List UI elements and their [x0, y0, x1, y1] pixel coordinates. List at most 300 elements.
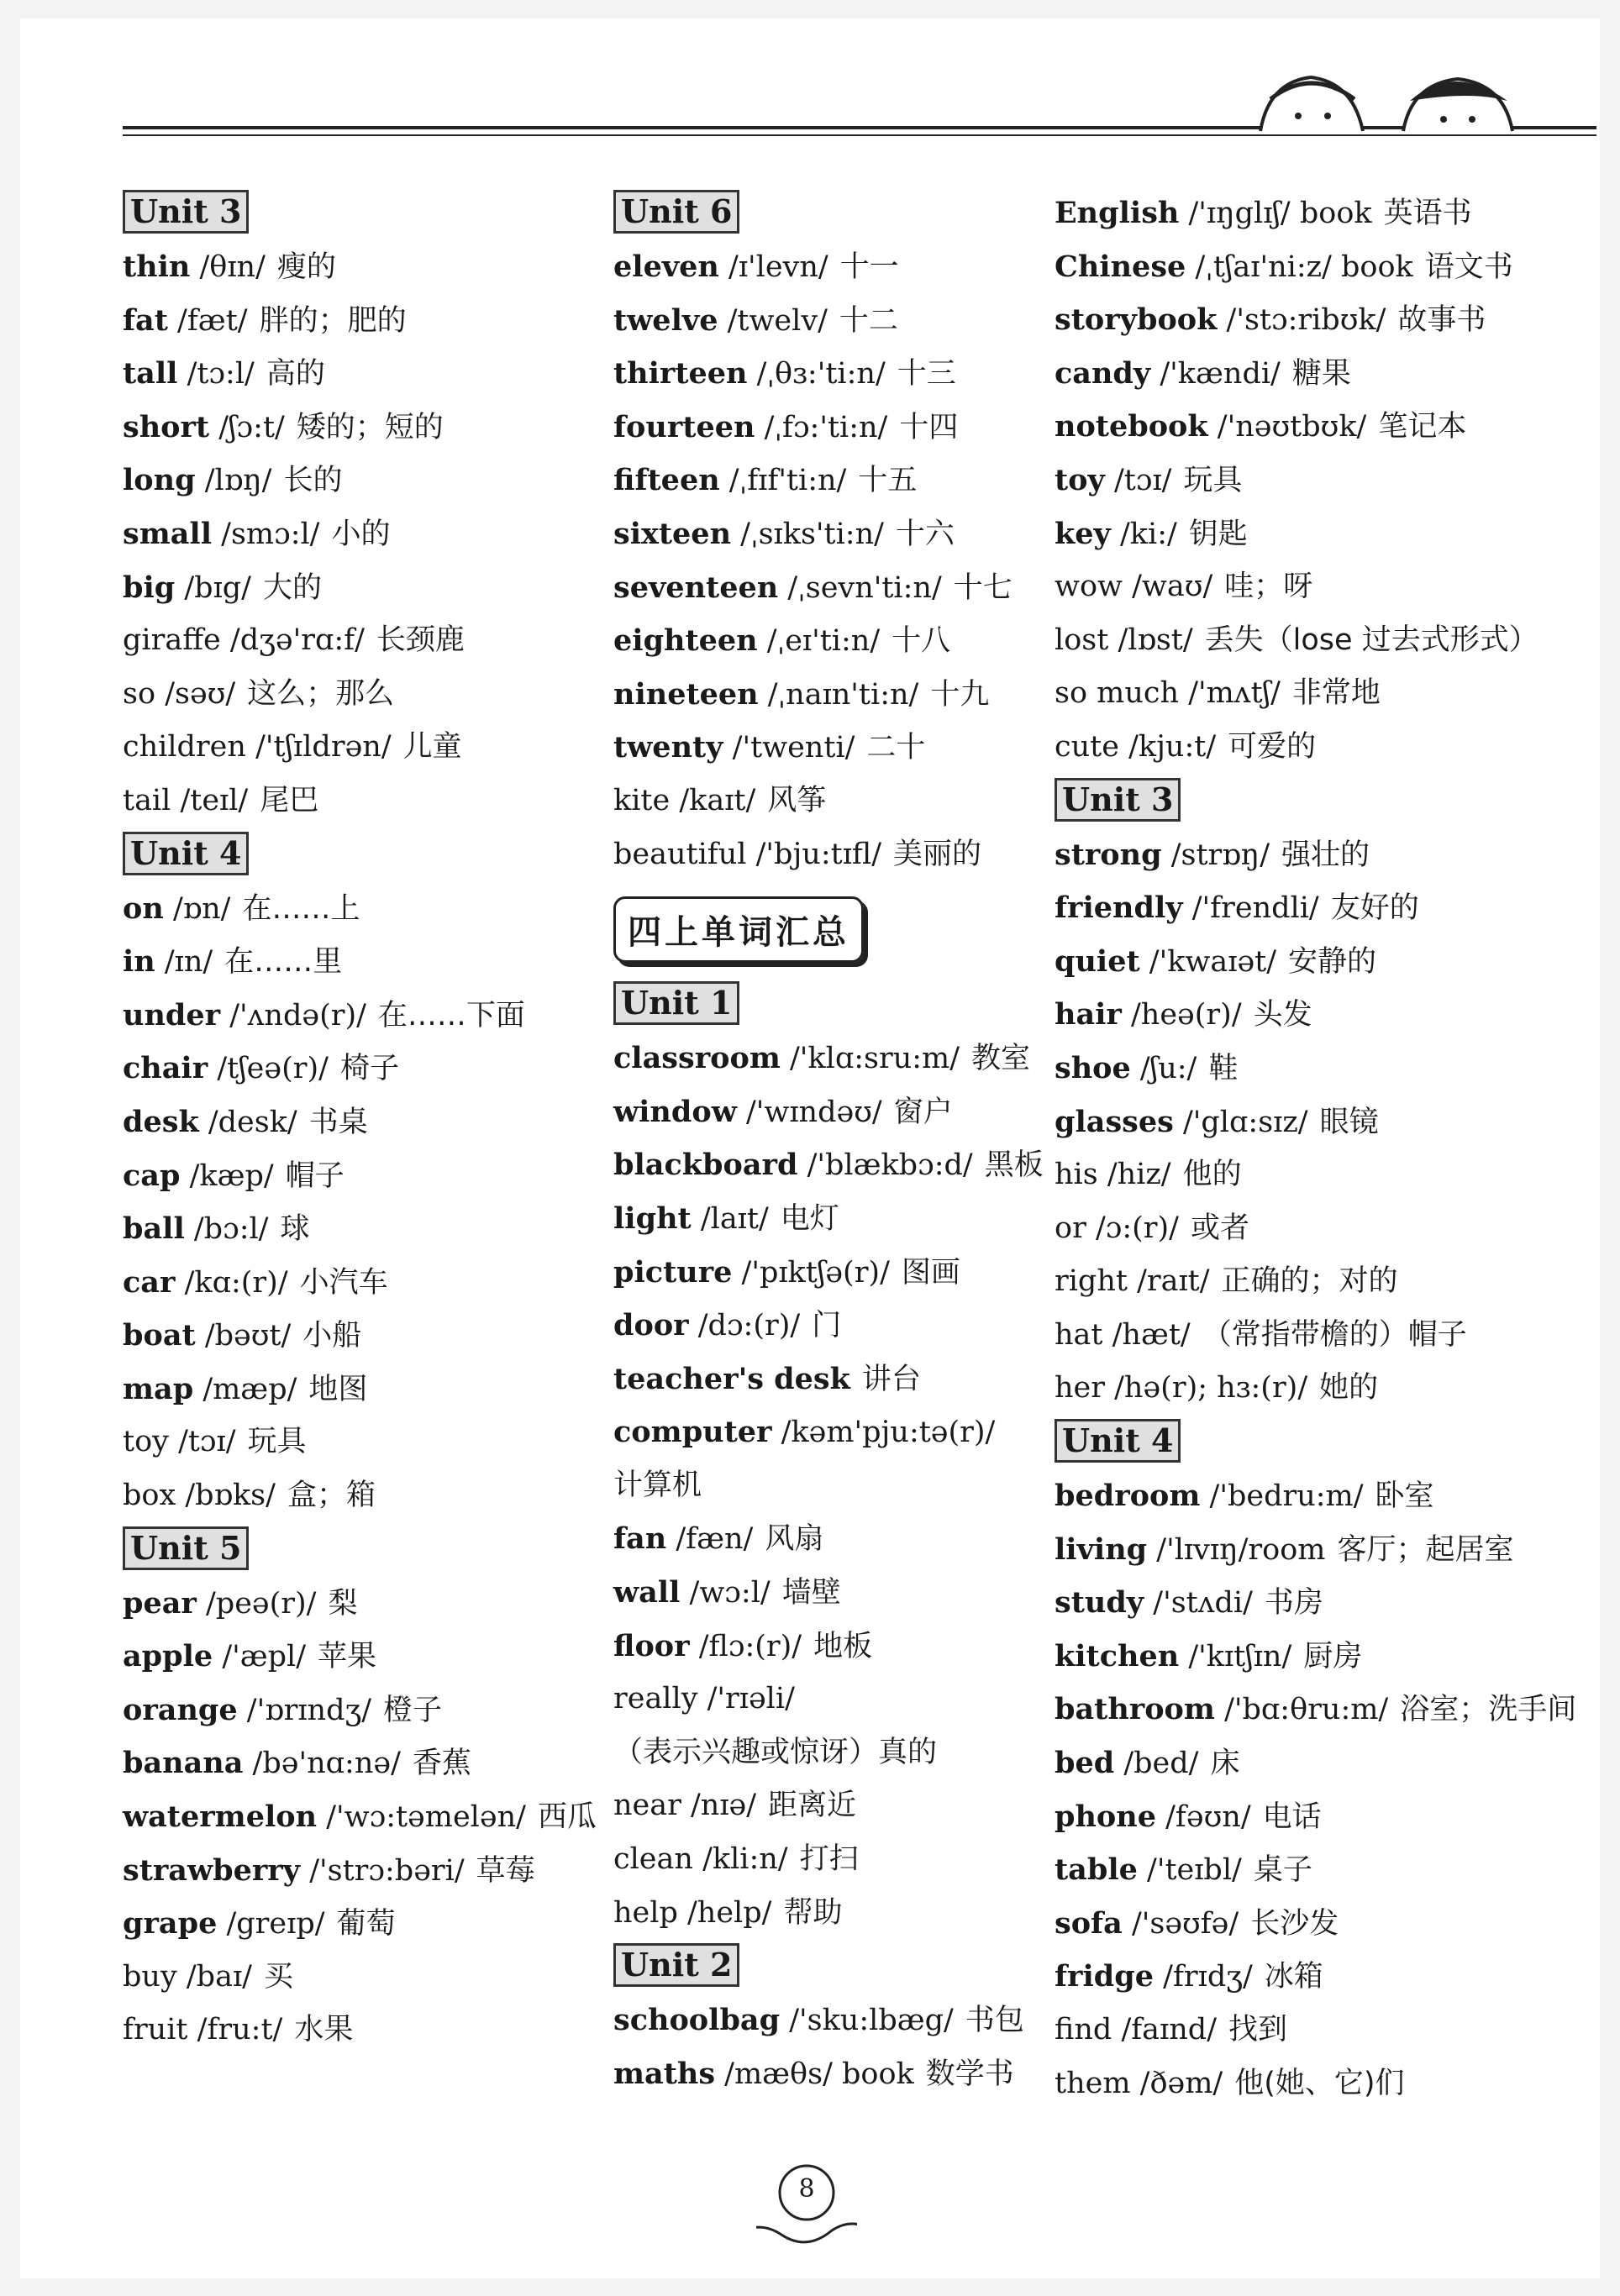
- vocab-word: them: [1055, 2066, 1131, 2100]
- vocab-phonetic: /'frendli/: [1191, 891, 1319, 926]
- vocab-entry: [1055, 828, 1609, 882]
- vocab-entry: [123, 1630, 593, 1684]
- vocab-entry: [123, 1256, 593, 1310]
- vocab-word: living: [1055, 1532, 1148, 1567]
- vocab-entry: [123, 1416, 593, 1469]
- vocab-meaning: 在……里: [224, 945, 343, 980]
- vocab-word: fridge: [1055, 1959, 1155, 1994]
- vocab-phonetic: /ɪn/: [164, 945, 213, 980]
- vocab-word: sofa: [1055, 1905, 1123, 1941]
- vocab-phonetic: /baɪ/: [186, 1959, 252, 1994]
- vocab-word: strong: [1055, 837, 1162, 872]
- vocab-entry: [613, 1779, 1050, 1833]
- vocab-word: cute: [1055, 729, 1119, 764]
- vocab-entry: [613, 1405, 1050, 1459]
- vocab-meaning: 这么；那么: [247, 676, 395, 711]
- vocab-word: kitchen: [1055, 1638, 1180, 1673]
- vocab-phonetic: /raɪt/: [1137, 1264, 1210, 1299]
- vocab-meaning: 风扇: [765, 1522, 824, 1557]
- vocab-meaning: 他的: [1182, 1158, 1242, 1192]
- vocab-entry: [613, 1673, 1050, 1726]
- page-number-ornament: [756, 2159, 857, 2260]
- vocab-meaning: 十八: [892, 624, 951, 659]
- vocab-entry: [123, 401, 593, 454]
- vocab-word: candy: [1055, 355, 1151, 391]
- vocab-word: short: [123, 409, 210, 444]
- vocab-meaning: 桌子: [1253, 1853, 1312, 1888]
- vocab-word: seventeen: [613, 570, 779, 605]
- vocab-phonetic: /ki:/: [1120, 517, 1177, 551]
- vocab-entry: [1055, 1736, 1609, 1790]
- vocab-meaning: 葡萄: [336, 1907, 396, 1941]
- vocab-entry: [613, 1620, 1050, 1673]
- vocab-phonetic: /bəʊt/: [204, 1319, 292, 1353]
- vocab-word: hat: [1055, 1317, 1103, 1352]
- vocab-phonetic: /lɒst/: [1118, 623, 1193, 657]
- vocab-meaning: 梨: [328, 1586, 358, 1621]
- vocab-entry: [613, 1032, 1050, 1085]
- vocab-meaning: 距离近: [768, 1789, 857, 1823]
- vocab-word: fourteen: [613, 409, 755, 444]
- vocab-phonetic: /peə(r)/: [206, 1586, 317, 1621]
- vocab-word: near: [613, 1789, 681, 1823]
- vocab-meaning: 十五: [858, 464, 918, 498]
- vocab-entry: [123, 935, 593, 989]
- vocab-entry: [613, 507, 1050, 561]
- unit-heading: Unit 3: [123, 190, 249, 234]
- vocab-word: clean: [613, 1842, 693, 1877]
- vocab-word: eighteen: [613, 623, 758, 659]
- vocab-meaning: 十六: [895, 517, 955, 551]
- vocab-phonetic: /'nəʊtbʊk/: [1217, 410, 1367, 444]
- vocab-meaning: 眼镜: [1319, 1105, 1379, 1139]
- vocab-word: fat: [123, 302, 168, 338]
- unit-heading: Unit 6: [613, 190, 739, 234]
- vocab-meaning: 十九: [930, 677, 990, 712]
- vocab-word: under: [123, 997, 221, 1032]
- header-rule-thin: [123, 134, 1596, 136]
- vocab-phonetic: /'stɔ:ribʊk/: [1226, 303, 1386, 338]
- vocab-phonetic: /kli:n/: [702, 1842, 788, 1877]
- vocab-word: banana: [123, 1746, 244, 1781]
- vocab-phonetic: /ðəm/: [1139, 2066, 1223, 2100]
- unit-heading: Unit 1: [613, 981, 739, 1025]
- vocab-entry: [123, 668, 593, 722]
- vocab-phonetic: /ˌsevn'ti:n/: [787, 570, 942, 605]
- vocab-entry: [613, 1994, 1050, 2047]
- vocab-phonetic: /hiz/: [1107, 1158, 1171, 1192]
- vocab-word: sixteen: [613, 516, 732, 551]
- vocab-phonetic: /ˌθɜ:'ti:n/: [756, 357, 886, 391]
- vocab-word: thin: [123, 250, 191, 284]
- vocab-word: apple: [123, 1639, 213, 1674]
- vocab-entry: [123, 1469, 593, 1523]
- vocab-meaning: 英语书: [1383, 197, 1472, 230]
- vocab-word: desk: [123, 1104, 199, 1139]
- vocab-word: map: [123, 1371, 194, 1406]
- vocab-entry: [1055, 293, 1609, 347]
- unit-heading: Unit 2: [613, 1943, 739, 1987]
- vocab-word: lost: [1055, 623, 1109, 657]
- vocab-word: wall: [613, 1575, 681, 1610]
- vocab-entry: [123, 1202, 593, 1256]
- vocab-entry: [123, 561, 593, 615]
- vocab-entry: [123, 1897, 593, 1951]
- vocab-phonetic: /'teɪbl/: [1147, 1853, 1242, 1888]
- vocab-word: his: [1055, 1158, 1098, 1192]
- vocab-phonetic: /'səʊfə/: [1131, 1906, 1239, 1941]
- vocab-word: picture: [613, 1254, 733, 1290]
- vocab-word: wow: [1055, 570, 1123, 604]
- vocab-phonetic: /wɔ:l/: [689, 1576, 771, 1610]
- vocab-word: toy: [1055, 462, 1105, 497]
- vocab-entry: [123, 2004, 593, 2057]
- vocab-word: so much: [1055, 676, 1180, 711]
- vocab-meaning: 儿童: [402, 730, 462, 764]
- vocab-entry: [1055, 560, 1609, 614]
- vocab-phonetic: /'kɪtʃɪn/: [1188, 1639, 1292, 1673]
- vocab-entry: [1055, 454, 1609, 507]
- vocab-meaning: 故事书: [1397, 303, 1486, 338]
- vocab-entry: [123, 1684, 593, 1737]
- vocab-phonetic: /'mʌtʃ/: [1188, 676, 1281, 711]
- vocab-phonetic: /ˌnaɪn'ti:n/: [767, 677, 919, 712]
- vocab-word: her: [1055, 1371, 1105, 1405]
- vocab-phonetic: /smɔ:l/: [221, 517, 320, 551]
- vocab-word: pear: [123, 1585, 197, 1621]
- vocab-phonetic: /nɪə/: [691, 1789, 757, 1823]
- vocab-entry: [613, 347, 1050, 401]
- vocab-entry: [1055, 187, 1609, 240]
- vocab-entry: [613, 401, 1050, 454]
- vocab-entry: [1055, 1683, 1609, 1736]
- vocab-entry: [1055, 1042, 1609, 1095]
- column-3: [1055, 187, 1609, 2110]
- vocab-phonetic: /ˌeɪ'ti:n/: [766, 624, 881, 659]
- vocab-phonetic: /fæt/: [177, 303, 248, 338]
- vocab-entry: [123, 989, 593, 1043]
- vocab-entry: [613, 1566, 1050, 1620]
- vocab-meaning: 她的: [1319, 1371, 1379, 1405]
- vocab-phonetic: /mæθs/ book: [724, 2057, 914, 2091]
- vocab-word: floor: [613, 1628, 690, 1663]
- vocab-word: long: [123, 463, 196, 498]
- vocab-phonetic: /greɪp/: [226, 1907, 325, 1941]
- vocab-word: or: [1055, 1211, 1086, 1245]
- vocab-entry: [123, 1736, 593, 1790]
- vocab-meaning: 椅子: [339, 1052, 399, 1086]
- vocab-entry: [1055, 2004, 1609, 2057]
- vocab-phonetic: /fæn/: [676, 1522, 754, 1557]
- vocab-phonetic: /fru:t/: [197, 2013, 283, 2047]
- vocab-entry: [613, 1726, 1050, 1780]
- vocab-word: orange: [123, 1692, 238, 1727]
- vocab-meaning: 头发: [1253, 998, 1312, 1032]
- vocab-meaning: 玩具: [247, 1425, 307, 1459]
- vocab-entry: [123, 614, 593, 668]
- vocab-meaning: 小汽车: [299, 1265, 388, 1300]
- vocab-phonetic: /səʊ/: [165, 676, 236, 711]
- vocab-entry: [1055, 988, 1609, 1042]
- vocab-phonetic: /ʃɔ:t/: [218, 410, 285, 444]
- vocab-word: glasses: [1055, 1104, 1174, 1139]
- vocab-meaning: 十二: [839, 303, 898, 338]
- vocab-entry: [613, 1887, 1050, 1941]
- vocab-meaning: 浴室；洗手间: [1400, 1693, 1577, 1727]
- vocab-phonetic: /'bju:tɪfl/: [755, 837, 882, 871]
- vocab-word: in: [123, 944, 155, 980]
- vocab-entry: [613, 775, 1050, 828]
- vocab-meaning: 玩具: [1183, 463, 1243, 497]
- vocab-meaning: 电话: [1262, 1799, 1322, 1834]
- vocab-meaning: 橙子: [383, 1693, 443, 1727]
- vocab-entry: [613, 614, 1050, 668]
- vocab-entry: [1055, 935, 1609, 989]
- vocab-meaning: 厨房: [1303, 1639, 1363, 1673]
- vocab-meaning: 十一: [839, 250, 899, 284]
- vocab-word: Chinese: [1055, 249, 1186, 284]
- vocab-meaning: 球: [280, 1212, 310, 1247]
- vocab-entry: [613, 1353, 1050, 1406]
- vocab-word: teacher's desk: [613, 1361, 850, 1396]
- vocab-word: table: [1055, 1852, 1138, 1888]
- vocab-word: kite: [613, 783, 671, 817]
- vocab-word: study: [1055, 1585, 1144, 1621]
- vocab-meaning: （常指带檐的）帽子: [1202, 1317, 1467, 1352]
- vocab-word: toy: [123, 1425, 169, 1459]
- column-2: [613, 187, 1050, 2100]
- vocab-entry: [613, 1299, 1050, 1353]
- vocab-word: blackboard: [613, 1148, 798, 1183]
- vocab-meaning: 钥匙: [1188, 517, 1248, 551]
- vocab-meaning: 在……上: [242, 891, 360, 926]
- vocab-entry: [123, 507, 593, 561]
- vocab-phonetic: /'wɪndəʊ/: [745, 1095, 882, 1129]
- vocab-meaning: 水果: [294, 2013, 354, 2047]
- vocab-phonetic: /laɪt/: [700, 1201, 769, 1236]
- page-number: 8: [798, 2174, 815, 2204]
- vocab-phonetic: /'bɑ:θru:m/: [1224, 1693, 1389, 1727]
- section-title: 四上单词汇总: [613, 896, 864, 963]
- vocab-entry: [1055, 1255, 1609, 1309]
- column-1: [123, 187, 597, 2057]
- vocab-meaning: 数学书: [925, 2057, 1014, 2091]
- vocab-meaning: 友好的: [1330, 891, 1419, 926]
- vocab-entry: [613, 1246, 1050, 1300]
- vocab-phonetic: /bɒks/: [185, 1479, 276, 1513]
- vocab-phonetic: /fəʊn/: [1165, 1799, 1251, 1834]
- vocab-phonetic: /ˌfɔ:'ti:n/: [764, 410, 888, 444]
- vocab-entry: [123, 240, 593, 294]
- vocab-word: fifteen: [613, 463, 720, 498]
- vocab-entry: [613, 1512, 1050, 1566]
- vocab-word: English: [1055, 196, 1180, 230]
- vocab-entry: [123, 1095, 593, 1149]
- vocab-entry: [1055, 1523, 1609, 1577]
- vocab-entry: [613, 240, 1050, 294]
- vocab-entry: [1055, 240, 1609, 294]
- vocab-meaning: 强壮的: [1281, 838, 1370, 872]
- vocab-phonetic: /ʃu:/: [1139, 1051, 1197, 1085]
- vocab-entry: [123, 1790, 597, 1844]
- vocab-meaning: 电灯: [780, 1201, 839, 1236]
- vocab-word: window: [613, 1094, 737, 1129]
- vocab-meaning: 买: [263, 1959, 293, 1994]
- vocab-word: car: [123, 1264, 176, 1300]
- vocab-word: buy: [123, 1959, 177, 1994]
- vocab-entry: [1055, 347, 1609, 401]
- vocab-word: bathroom: [1055, 1692, 1215, 1727]
- vocab-entry: [1055, 2057, 1609, 2111]
- vocab-phonetic: /'lɪvɪŋ/room: [1156, 1532, 1326, 1567]
- vocab-entry: [613, 1138, 1050, 1192]
- vocab-entry: [123, 721, 593, 775]
- vocab-word: storybook: [1055, 302, 1218, 338]
- vocab-entry: [613, 668, 1050, 722]
- vocab-meaning: 打扫: [799, 1842, 859, 1877]
- vocab-word: bed: [1055, 1746, 1115, 1781]
- vocab-phonetic: /faɪnd/: [1121, 2013, 1217, 2046]
- vocab-entry: [1055, 1843, 1609, 1897]
- vocab-entry: [1055, 1576, 1609, 1630]
- vocab-phonetic: /heə(r)/: [1131, 998, 1242, 1032]
- vocab-entry: [1055, 1897, 1609, 1951]
- vocab-entry: [613, 721, 1050, 775]
- vocab-meaning: 高的: [266, 357, 325, 391]
- vocab-phonetic: /kɑ:(r)/: [184, 1265, 288, 1300]
- vocab-meaning: 卧室: [1375, 1479, 1434, 1514]
- vocab-meaning: 讲台: [861, 1362, 921, 1396]
- vocab-phonetic: /bɔ:l/: [193, 1212, 269, 1247]
- vocab-word: small: [123, 516, 213, 551]
- vocab-phonetic: /'tʃɪldrən/: [255, 730, 392, 764]
- vocab-meaning: 胖的；肥的: [259, 303, 407, 338]
- vocab-meaning: 西瓜: [537, 1800, 597, 1835]
- vocab-word: find: [1055, 2013, 1112, 2046]
- vocab-meaning: 非常地: [1291, 676, 1381, 711]
- vocab-meaning: 苹果: [318, 1640, 377, 1674]
- vocab-entry: [1055, 667, 1609, 721]
- vocab-phonetic: /kaɪt/: [679, 783, 756, 817]
- vocab-meaning: 鞋: [1208, 1051, 1239, 1085]
- vocab-phonetic: /lɒŋ/: [204, 464, 272, 498]
- vocab-word: tail: [123, 783, 171, 817]
- vocab-entry: [613, 294, 1050, 348]
- vocab-phonetic: /ɔ:(r)/: [1095, 1211, 1179, 1245]
- vocab-entry: [1055, 1309, 1609, 1363]
- vocab-phonetic: /kju:t/: [1128, 729, 1217, 764]
- vocab-meaning: 地板: [813, 1629, 873, 1663]
- vocab-word: door: [613, 1308, 689, 1343]
- vocab-meaning: 盒；箱: [287, 1479, 376, 1513]
- vocab-meaning: 长颈鹿: [376, 623, 465, 658]
- vocab-word: computer: [613, 1415, 772, 1450]
- vocab-meaning: 客厅；起居室: [1337, 1532, 1514, 1567]
- vocab-phonetic: /'ʌndə(r)/: [229, 998, 366, 1032]
- vocab-phonetic: /waʊ/: [1132, 570, 1213, 604]
- vocab-phonetic: /'glɑ:sɪz/: [1182, 1105, 1308, 1139]
- vocab-meaning: 安静的: [1288, 944, 1377, 979]
- unit-heading: Unit 4: [123, 832, 249, 875]
- vocab-meaning: 帽子: [285, 1159, 345, 1193]
- vocab-meaning: 语文书: [1424, 250, 1513, 284]
- vocab-phonetic: /teɪl/: [180, 783, 249, 817]
- vocab-phonetic: /'ɒrɪndʒ/: [246, 1693, 372, 1727]
- vocab-entry: [613, 1459, 1050, 1513]
- vocab-entry: [123, 1309, 593, 1363]
- vocab-entry: [1055, 614, 1609, 668]
- vocab-meaning: 小船: [302, 1319, 362, 1353]
- vocab-meaning: 小的: [331, 517, 391, 551]
- vocab-phonetic: /'rɪəli/: [707, 1682, 795, 1716]
- vocab-word: fan: [613, 1521, 667, 1557]
- vocab-word: quiet: [1055, 943, 1140, 979]
- vocab-entry: [613, 561, 1050, 615]
- vocab-meaning: 二十: [866, 731, 926, 765]
- vocab-phonetic: /'klɑ:sru:m/: [790, 1042, 960, 1076]
- vocab-word: on: [123, 891, 164, 926]
- vocab-word: tall: [123, 356, 178, 391]
- vocab-phonetic: /ɒn/: [172, 891, 231, 926]
- vocab-entry: [123, 1363, 593, 1416]
- unit-heading: Unit 4: [1055, 1419, 1181, 1463]
- vocab-word: maths: [613, 2056, 716, 2091]
- vocab-phonetic: /tɔ:l/: [187, 357, 255, 391]
- vocab-entry: [123, 454, 593, 507]
- vocab-meaning: 十七: [953, 570, 1012, 605]
- vocab-meaning: 丢失（lose 过去式形式）: [1204, 623, 1538, 657]
- vocab-phonetic: /bɪg/: [184, 570, 251, 605]
- vocab-entry: [1055, 1469, 1609, 1523]
- vocab-word: key: [1055, 516, 1111, 551]
- vocab-phonetic: /kæp/: [189, 1159, 274, 1193]
- vocab-phonetic: /desk/: [208, 1105, 297, 1139]
- vocab-phonetic: /'æpl/: [222, 1640, 307, 1674]
- vocab-meaning: 草莓: [476, 1853, 535, 1888]
- vocab-entry: [1055, 1095, 1609, 1149]
- vocab-entry: [123, 775, 593, 828]
- vocab-meaning: 正确的；对的: [1221, 1264, 1398, 1299]
- vocab-phonetic: /tʃeə(r)/: [217, 1052, 329, 1086]
- vocab-word: giraffe: [123, 623, 221, 658]
- vocab-meaning: 在……下面: [377, 998, 525, 1032]
- vocab-phonetic: /ˌfɪf'ti:n/: [728, 464, 847, 498]
- vocab-entry: [613, 2047, 1050, 2101]
- vocab-phonetic: /mæp/: [202, 1372, 297, 1406]
- vocab-entry: [1055, 1630, 1609, 1684]
- kids-heads-illustration: [1252, 66, 1538, 133]
- vocab-phonetic: /tɔɪ/: [1114, 463, 1172, 497]
- vocab-word: bedroom: [1055, 1479, 1201, 1514]
- vocab-entry: [1055, 721, 1609, 775]
- vocab-meaning: 糖果: [1291, 356, 1351, 391]
- vocab-meaning: 黑板: [984, 1148, 1044, 1183]
- vocab-entry: [123, 1577, 593, 1631]
- unit-heading: Unit 5: [123, 1526, 249, 1570]
- vocab-meaning: 或者: [1190, 1211, 1249, 1245]
- vocab-meaning: 美丽的: [893, 837, 982, 871]
- vocab-entry: [123, 882, 593, 936]
- vocab-word: boat: [123, 1318, 196, 1353]
- vocab-meaning: 帮助: [783, 1895, 843, 1930]
- vocab-meaning: 长沙发: [1250, 1906, 1339, 1941]
- vocab-meaning: 教室: [971, 1042, 1031, 1076]
- vocab-entry: [1055, 1950, 1609, 2004]
- vocab-meaning: 床: [1210, 1747, 1240, 1781]
- vocab-meaning: 墙壁: [781, 1576, 841, 1610]
- vocab-phonetic: /twelv/: [727, 303, 828, 338]
- unit-heading: Unit 3: [1055, 778, 1181, 822]
